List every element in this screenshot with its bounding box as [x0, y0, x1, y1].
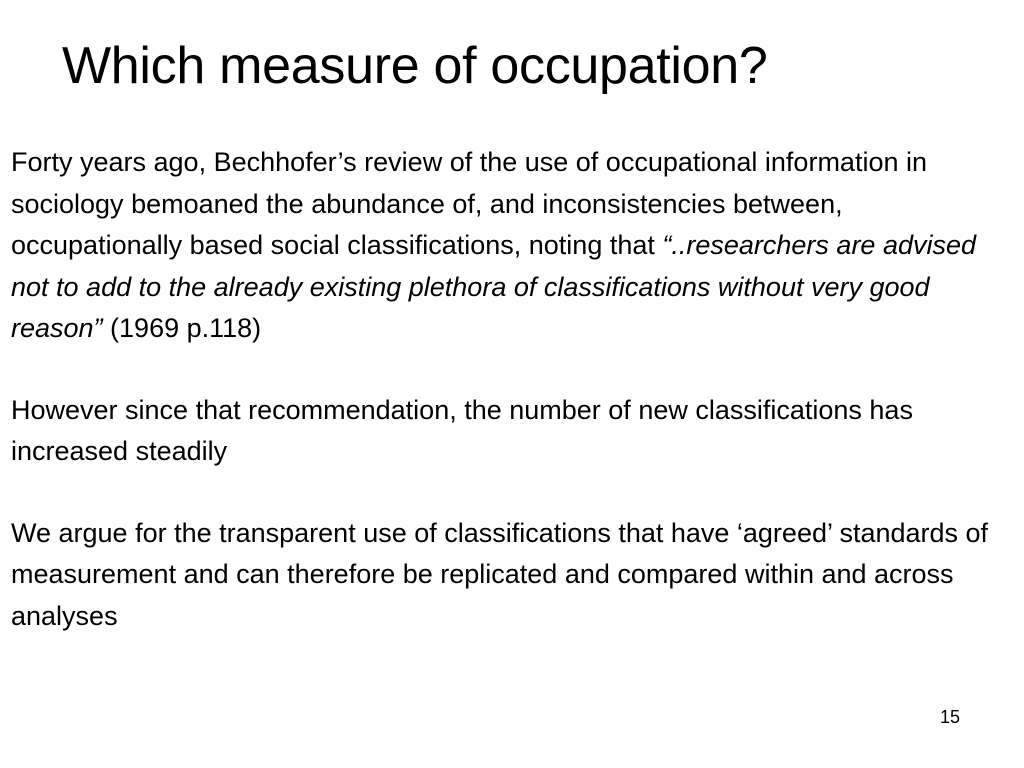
- paragraph-recommendation: [11, 390, 1016, 473]
- paragraph-argument: [11, 513, 1016, 638]
- paragraph-text: However since that recommendation, the number of new classifications has increased steadily: [11, 394, 913, 466]
- slide-title: Which measure of occupation?: [62, 37, 768, 95]
- paragraph-text: Forty years ago, Bechhofer’s review of the use of occupational information in sociology bemoaned the abundance of, and inconsistencies between, occupationally based social classifications, noting that: [11, 147, 927, 260]
- paragraph-text: We argue for the transparent use of classifications that have ‘agreed’ standards of measurement and can therefore be replicated and compared within and across analyses: [11, 517, 989, 631]
- paragraph-bechhofer-review: [11, 142, 1016, 350]
- slide-body: [11, 142, 1016, 637]
- bechhofer-quote: “..researchers are advised not to add to the already existing plethora of classifications without very good reason”: [11, 230, 977, 343]
- slide-number: 15: [940, 707, 961, 727]
- citation: (1969 p.118): [102, 313, 262, 343]
